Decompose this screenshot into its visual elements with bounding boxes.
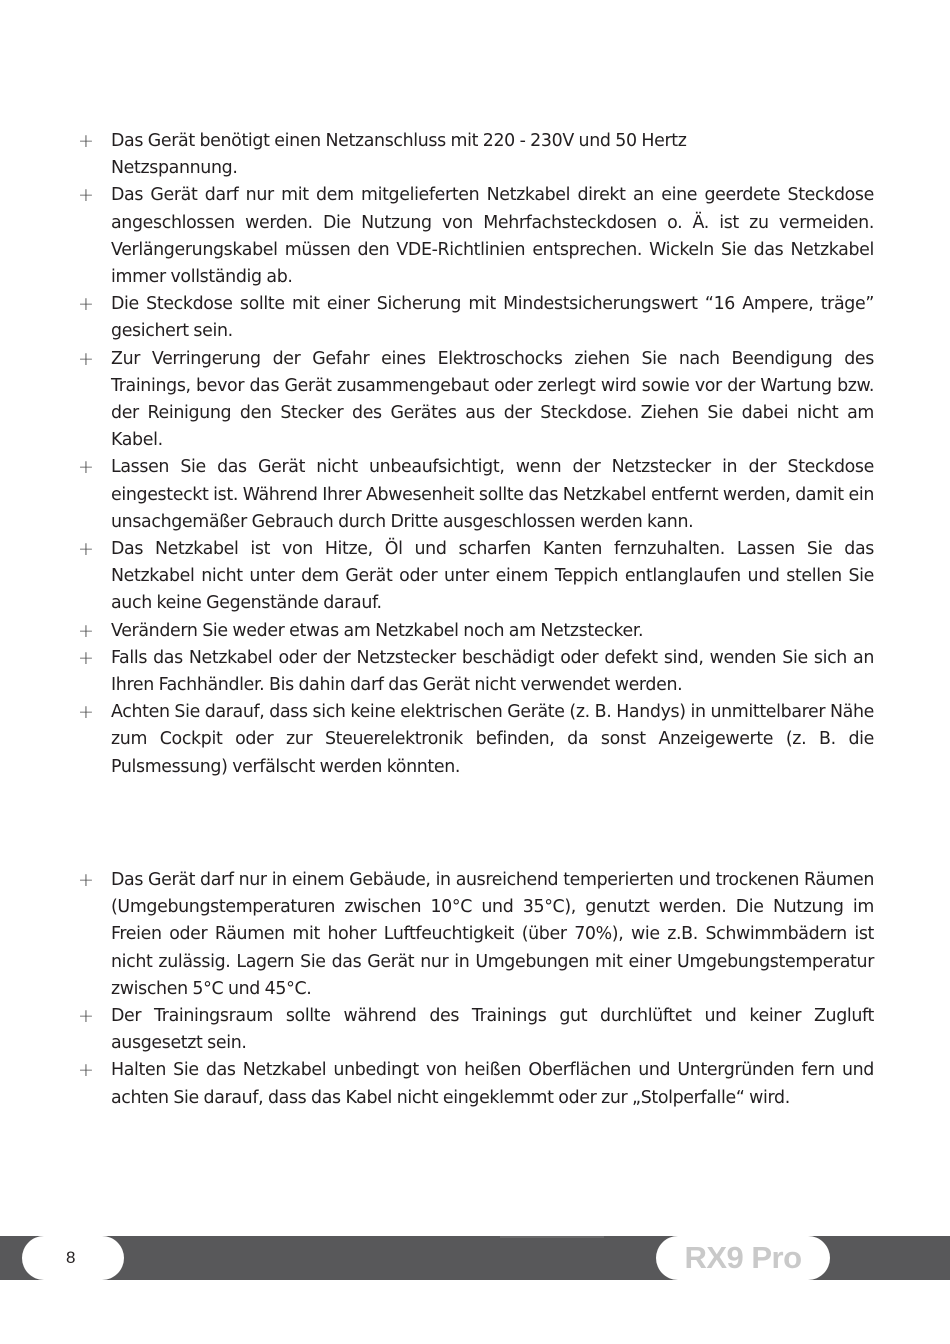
plus-bullet-icon: +	[78, 646, 94, 669]
list-item	[78, 128, 874, 182]
plus-bullet-icon: +	[78, 130, 94, 152]
list-item	[78, 1003, 874, 1057]
brand-logo: RX9 Pro	[684, 1240, 802, 1275]
plus-bullet-icon: +	[78, 184, 94, 207]
list-item	[78, 182, 874, 291]
list-item	[78, 346, 874, 455]
list-item	[78, 618, 874, 645]
plus-bullet-icon: +	[78, 293, 94, 316]
list-item-text: Verändern Sie weder etwas am Netzkabel noch am Netzstecker.	[111, 620, 644, 641]
list-item	[78, 699, 874, 781]
list-item-text: Das Gerät darf nur mit dem mitgelieferten Netzkabel direkt an eine geerdete Steckdose angeschlossen werden. Die Nutzung von Mehrfachsteckdosen o. Ä. ist zu vermeiden. Verlängerungskabel müssen den VDE-Richtlinien entsprechen. Wickeln Sie das Netzkabel immer vollständig ab.	[111, 185, 874, 288]
safety-list-electrical	[78, 128, 874, 781]
list-item-text: Der Trainingsraum sollte während des Trainings gut durchlüftet und keiner Zugluft ausgesetzt sein.	[111, 1006, 874, 1054]
list-item	[78, 454, 874, 536]
list-item-text: Das Gerät darf nur in einem Gebäude, in ausreichend temperierten und trockenen Räumen (Umgebungstemperaturen zwischen 10°C und 35°C), genutzt werden. Die Nutzung im Freien oder Räumen mit hoher Luftfeuchtigkeit (über 70%), wie z.B. Schwimmbädern ist nicht zulässig. Lagern Sie das Gerät nur in Umgebungen mit einer Umgebungstemperatur zwischen 5°C und 45°C.	[111, 870, 874, 999]
list-item-text: Die Steckdose sollte mit einer Sicherung mit Mindestsicherungswert “16 Ampere, träge” gesichert sein.	[111, 294, 874, 342]
list-item-text: Das Gerät benötigt einen Netzanschluss mit 220 - 230V und 50 Hertz Netzspannung.	[111, 131, 687, 179]
list-item-text: Zur Verringerung der Gefahr eines Elektroschocks ziehen Sie nach Beendigung des Trainings, bevor das Gerät zusammengebaut oder zerlegt wird sowie vor der Wartung bzw. der Reinigung den Stecker des Gerätes aus der Steckdose. Ziehen Sie dabei nicht am Kabel.	[111, 348, 874, 451]
plus-bullet-icon: +	[78, 347, 94, 370]
plus-bullet-icon: +	[78, 869, 94, 891]
list-item	[78, 867, 874, 1003]
plus-bullet-icon: +	[78, 701, 94, 724]
list-item-text: Falls das Netzkabel oder der Netzstecker beschädigt oder defekt sind, wenden Sie sich an Ihren Fachhändler. Bis dahin darf das Gerät nicht verwendet werden.	[111, 647, 874, 696]
list-item-text: Halten Sie das Netzkabel unbedingt von heißen Oberflächen und Untergründen fern und achten Sie darauf, dass das Kabel nicht eingeklemmt oder zur „Stolperfalle“ wird.	[111, 1060, 874, 1108]
safety-list-environment	[78, 867, 874, 1112]
plus-bullet-icon: +	[78, 1005, 94, 1028]
list-item	[78, 1057, 874, 1111]
list-item	[78, 291, 874, 345]
plus-bullet-icon: +	[78, 1059, 94, 1082]
page-number: 8	[66, 1248, 76, 1267]
plus-bullet-icon: +	[78, 619, 94, 642]
footer-divider	[500, 1236, 604, 1238]
plus-bullet-icon: +	[78, 456, 94, 479]
list-item	[78, 536, 874, 618]
list-item-text: Achten Sie darauf, dass sich keine elektrischen Geräte (z. B. Handys) in unmittelbarer Nähe zum Cockpit oder zur Steuerelektronik befinden, da sonst Anzeigewerte (z. B. die Pulsmessung) verfälscht werden könnten.	[111, 702, 874, 777]
list-item	[78, 645, 874, 699]
plus-bullet-icon: +	[78, 538, 94, 561]
list-item-text: Das Netzkabel ist von Hitze, Öl und scharfen Kanten fernzuhalten. Lassen Sie das Netzkabel nicht unter dem Gerät oder unter einem Teppich entlanglaufen und stellen Sie auch keine Gegenstände darauf.	[111, 539, 874, 614]
list-item-text: Lassen Sie das Gerät nicht unbeaufsichtigt, wenn der Netzstecker in der Steckdose eingesteckt ist. Während Ihrer Abwesenheit sollte das Netzkabel entfernt werden, damit ein unsachgemäßer Gebrauch durch Dritte ausgeschlossen werden kann.	[111, 457, 874, 532]
